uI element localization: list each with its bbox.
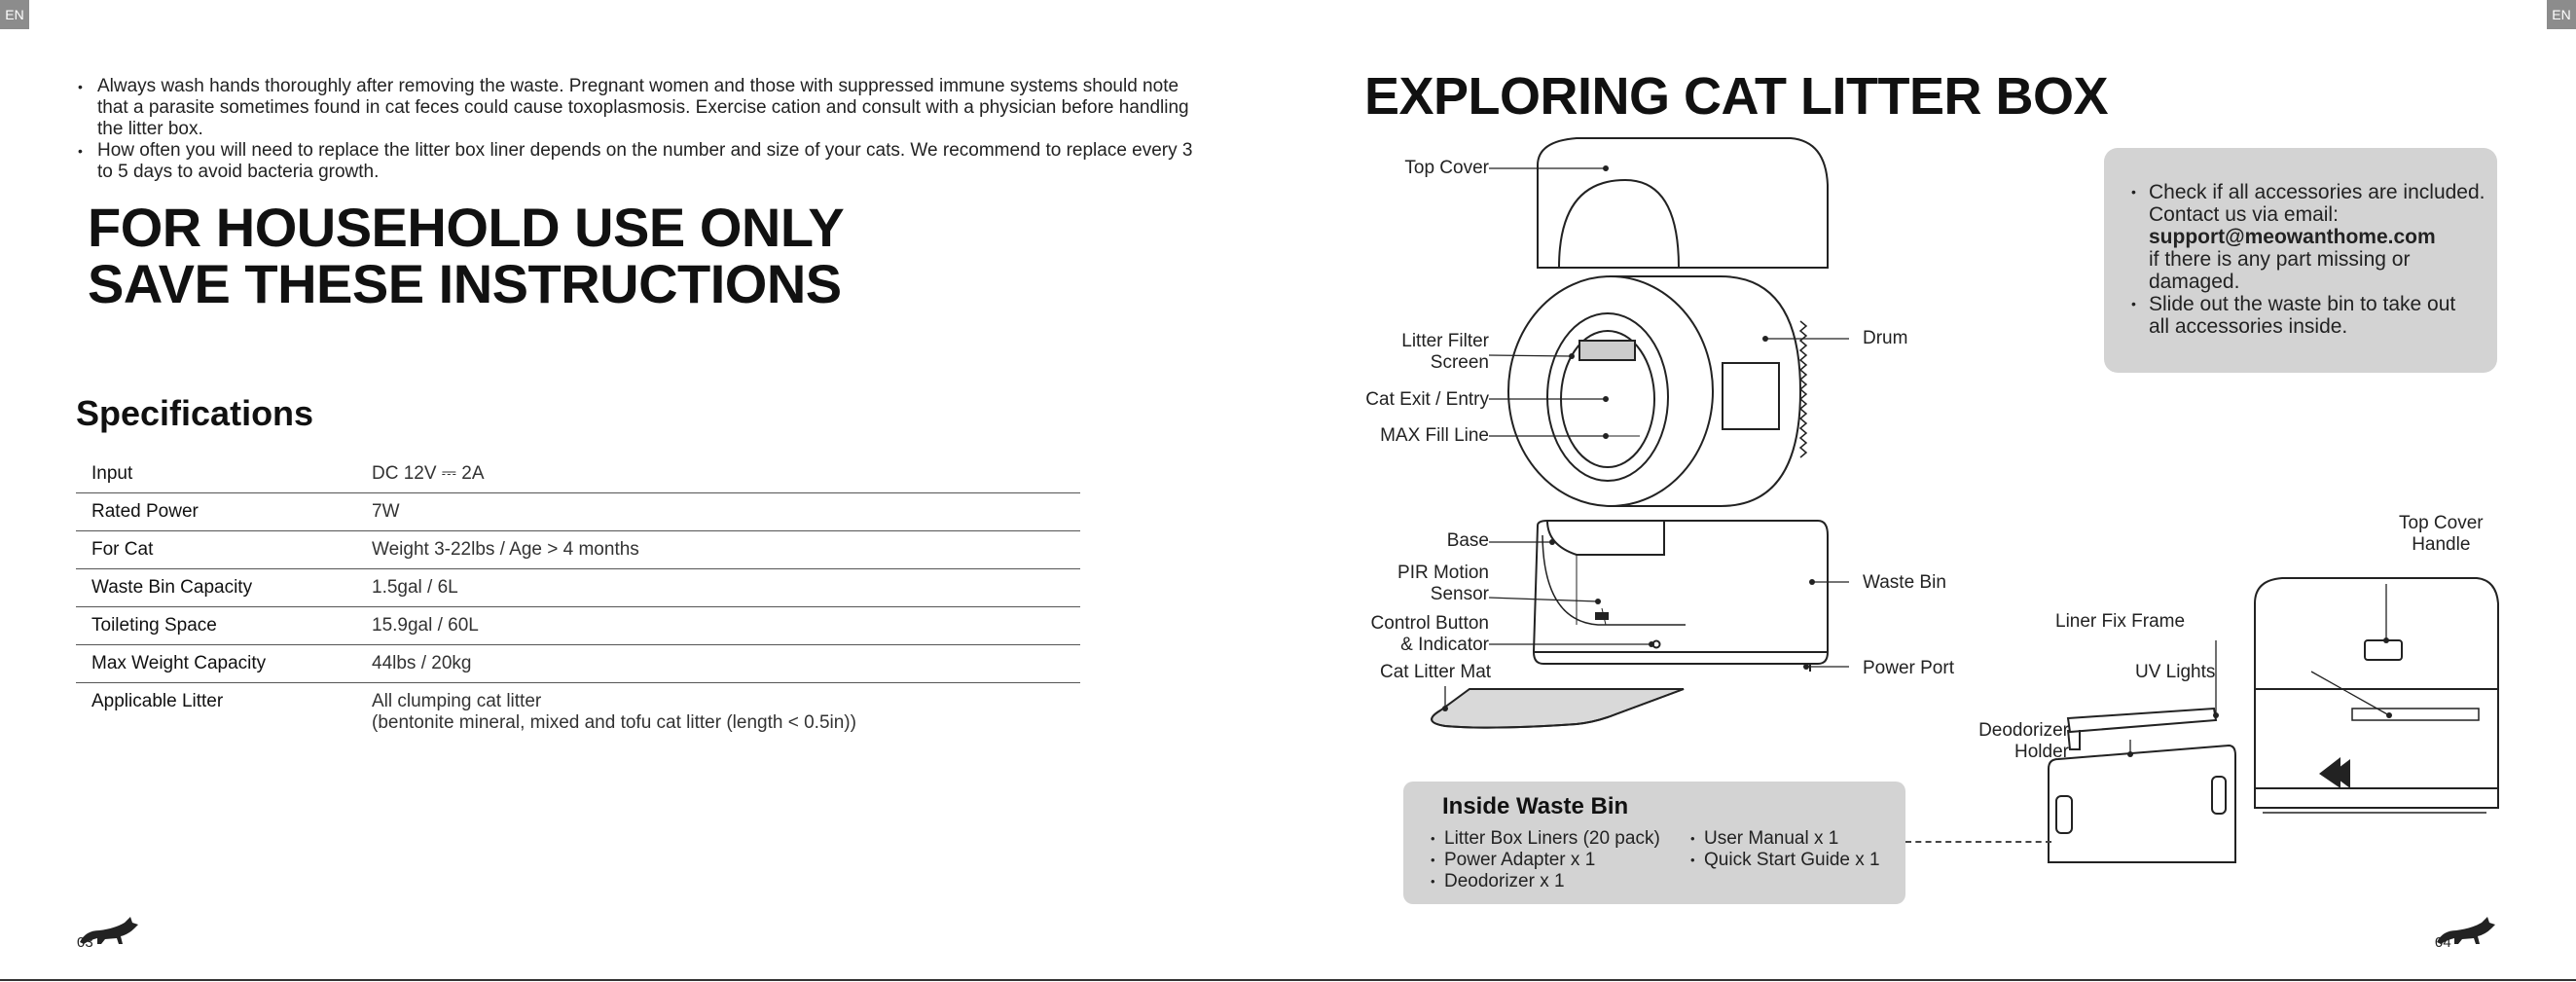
table-row xyxy=(76,683,1080,743)
table-row xyxy=(76,607,1080,645)
spec-key: Input xyxy=(76,455,356,493)
label-deodorizer-holder xyxy=(1907,720,2069,763)
safety-note: • Always wash hands thoroughly after removing the waste. Pregnant women and those with suppressed immune systems should note that a parasite sometimes found in cat feces could cause toxoplasmosis. Exercise cation and consult with a physician before handling the litter box. xyxy=(78,76,1197,140)
inside-waste-bin-box xyxy=(1403,782,1905,904)
info-line: all accessories inside. xyxy=(2149,315,2348,338)
waste-bin-shape xyxy=(2049,746,2235,862)
label-power-port: Power Port xyxy=(1863,658,1954,678)
spec-key: Toileting Space xyxy=(76,607,356,645)
table-row xyxy=(76,493,1080,531)
specifications-table xyxy=(76,455,1080,742)
waste-bin-title: Inside Waste Bin xyxy=(1442,793,1629,819)
list-item: • Power Adapter x 1 xyxy=(1431,850,1660,871)
dashed-connector xyxy=(1905,841,2051,843)
label-line: & Indicator xyxy=(1400,635,1489,655)
info-line: Contact us via email: xyxy=(2149,203,2339,226)
label-pir-sensor xyxy=(1343,563,1489,605)
spec-value xyxy=(356,683,1080,743)
list-item: • Litter Box Liners (20 pack) xyxy=(1431,828,1660,850)
label-waste-bin: Waste Bin xyxy=(1863,572,1946,593)
accessories-diagram xyxy=(2029,545,2516,866)
support-email-link[interactable]: support@meowanthome.com xyxy=(2149,226,2436,248)
spec-value: DC 12V ⎓ 2A xyxy=(356,455,1080,493)
label-line: Screen xyxy=(1430,352,1489,373)
spec-value: Weight 3-22lbs / Age > 4 months xyxy=(356,531,1080,569)
label-top-cover-handle xyxy=(2399,513,2484,556)
spec-value: 15.9gal / 60L xyxy=(356,607,1080,645)
label-line: Deodorizer xyxy=(1978,720,2069,741)
safety-note: • How often you will need to replace the litter box liner depends on the number and size of your cats. We recommend to replace every 3 to 5 days to avoid bacteria growth. xyxy=(78,140,1197,183)
label-drum: Drum xyxy=(1863,328,1908,348)
table-row xyxy=(76,531,1080,569)
label-control-button xyxy=(1324,613,1489,656)
base-shape xyxy=(1534,521,1828,664)
title-line-2: SAVE THESE INSTRUCTIONS xyxy=(88,253,842,314)
language-tag-right: EN xyxy=(2547,0,2576,29)
label-line: Litter Filter xyxy=(1401,331,1489,351)
label-liner-fix-frame: Liner Fix Frame xyxy=(2055,611,2186,632)
spec-key: Waste Bin Capacity xyxy=(76,569,356,607)
table-row xyxy=(76,645,1080,683)
label-line: Control Button xyxy=(1370,613,1489,634)
label-base: Base xyxy=(1446,530,1489,551)
drum-front xyxy=(1508,276,1713,506)
label-line: PIR Motion xyxy=(1397,563,1489,583)
label-max-fill: MAX Fill Line xyxy=(1380,425,1489,446)
litter-mat-shape xyxy=(1432,689,1684,728)
language-tag-left: EN xyxy=(0,0,29,29)
spec-value-line-2: (bentonite mineral, mixed and tofu cat litter (length < 0.5in)) xyxy=(372,712,856,733)
spec-key: Max Weight Capacity xyxy=(76,645,356,683)
table-row xyxy=(76,455,1080,493)
info-item xyxy=(2131,181,2485,293)
spec-value: 7W xyxy=(356,493,1080,531)
info-line: • Check if all accessories are included. xyxy=(2149,181,2485,203)
list-item: • Deodorizer x 1 xyxy=(1431,871,1660,892)
title-line-1: FOR HOUSEHOLD USE ONLY xyxy=(88,197,845,258)
info-line: damaged. xyxy=(2149,271,2240,293)
info-line: if there is any part missing or xyxy=(2149,248,2411,271)
household-use-title xyxy=(88,197,845,314)
exploring-title: EXPLORING CAT LITTER BOX xyxy=(1364,67,2109,126)
box-shape xyxy=(2255,578,2498,808)
specifications-heading: Specifications xyxy=(76,393,314,433)
label-uv-lights: UV Lights xyxy=(2135,662,2216,682)
label-line: Holder xyxy=(2014,742,2069,762)
page-number-right: 04 xyxy=(2435,934,2451,951)
spec-value: 1.5gal / 6L xyxy=(356,569,1080,607)
label-litter-filter xyxy=(1343,331,1489,374)
bottom-rule xyxy=(0,979,2576,981)
list-item: • User Manual x 1 xyxy=(1690,828,1880,850)
safety-notes xyxy=(78,76,1197,183)
table-row xyxy=(76,569,1080,607)
page-number-left: 03 xyxy=(77,934,93,951)
spec-key: Applicable Litter xyxy=(91,691,224,711)
label-cat-exit: Cat Exit / Entry xyxy=(1365,389,1489,410)
info-item xyxy=(2131,293,2485,338)
info-line: • Slide out the waste bin to take out xyxy=(2149,293,2456,315)
label-top-cover: Top Cover xyxy=(1404,158,1489,178)
label-line: Handle xyxy=(2412,534,2471,555)
spec-value-line-1: All clumping cat litter xyxy=(372,691,542,711)
spec-key: For Cat xyxy=(76,531,356,569)
label-litter-mat: Cat Litter Mat xyxy=(1380,662,1492,682)
top-cover-shape xyxy=(1538,138,1828,268)
list-item: • Quick Start Guide x 1 xyxy=(1690,850,1880,871)
spec-value: 44lbs / 20kg xyxy=(356,645,1080,683)
accessories-info-box xyxy=(2104,148,2497,373)
label-line: Sensor xyxy=(1430,584,1489,604)
spec-key: Rated Power xyxy=(76,493,356,531)
label-line: Top Cover xyxy=(2399,513,2484,533)
